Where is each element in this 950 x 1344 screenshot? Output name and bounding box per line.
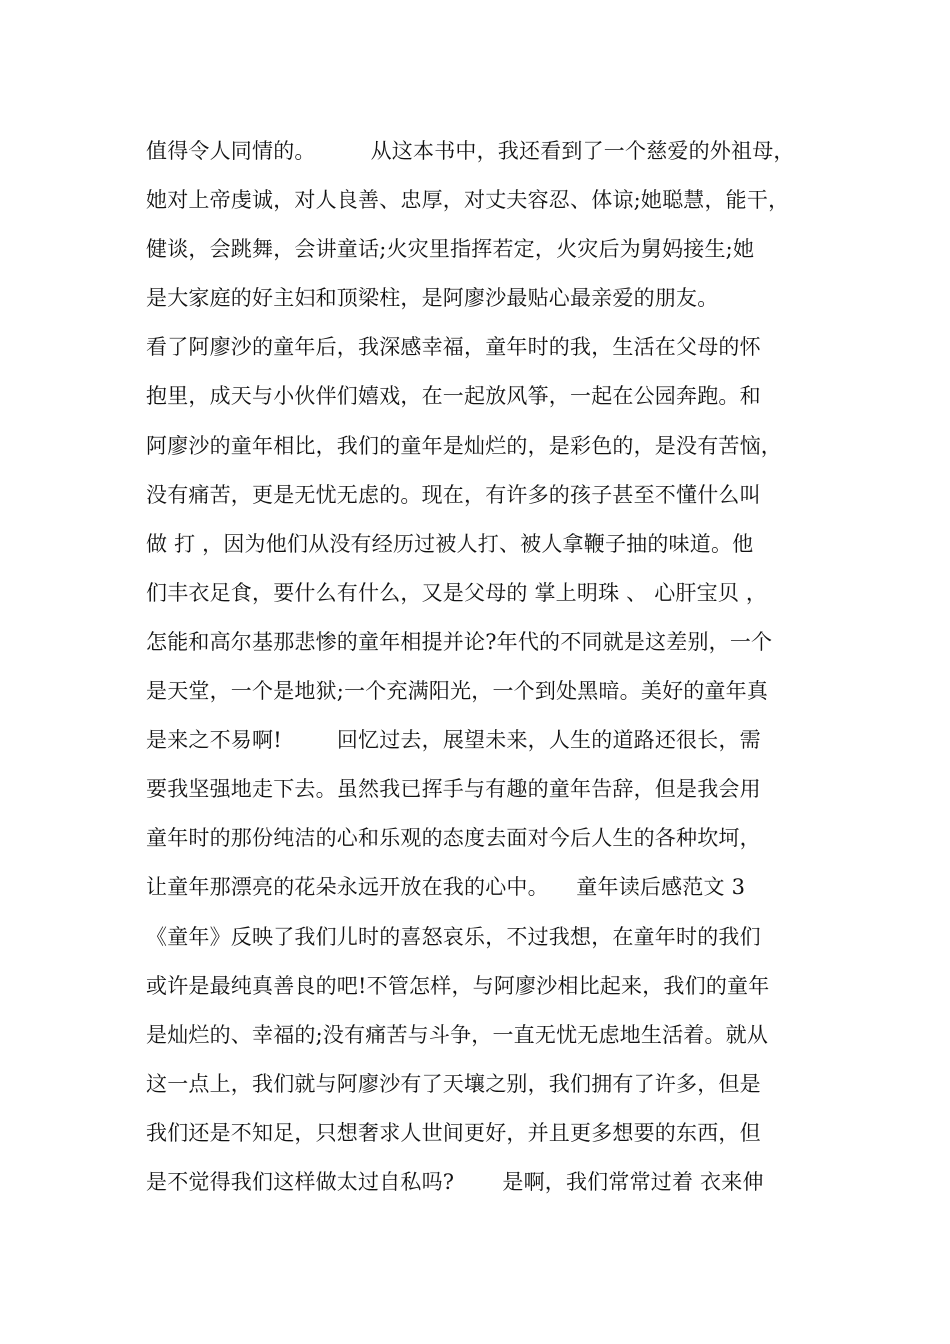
text-line: 值得令人同情的。 从这本书中，我还看到了一个慈爱的外祖母，	[146, 139, 795, 163]
text-line: 怎能和高尔基那悲惨的童年相提并论?年代的不同就是这差别，一个	[146, 629, 773, 654]
text-line: 她对上帝虔诚，对人良善、忠厚，对丈夫容忍、体谅;她聪慧，能干，	[146, 188, 790, 213]
text-line: 或许是最纯真善良的吧!不管怎样，与阿廖沙相比起来，我们的童年	[146, 973, 770, 998]
text-line: 我们还是不知足，只想奢求人世间更好，并且更多想要的东西，但	[146, 1120, 761, 1145]
text-line: 做 打 ，因为他们从没有经历过被人打、被人拿鞭子抽的味道。他	[146, 531, 754, 556]
text-line: 要我坚强地走下去。虽然我已挥手与有趣的童年告辞，但是我会用	[146, 777, 761, 802]
text-line: 《童年》反映了我们儿时的喜怒哀乐，不过我想，在童年时的我们	[146, 924, 761, 949]
text-line: 是来之不易啊! 回忆过去，展望未来，人生的道路还很长，需	[146, 728, 761, 753]
document-body	[146, 127, 836, 1207]
text-line: 没有痛苦，更是无忧无虑的。现在，有许多的孩子甚至不懂什么叫	[146, 482, 761, 507]
text-line: 是不觉得我们这样做太过自私吗? 是啊，我们常常过着 衣来伸	[146, 1169, 764, 1194]
text-line: 健谈，会跳舞，会讲童话;火灾里指挥若定，火灾后为舅妈接生;她	[146, 237, 755, 262]
text-line: 这一点上，我们就与阿廖沙有了天壤之别，我们拥有了许多，但是	[146, 1071, 761, 1096]
text-line: 是灿烂的、幸福的;没有痛苦与斗争，一直无忧无虑地生活着。就从	[146, 1022, 769, 1047]
text-line: 是天堂，一个是地狱;一个充满阳光，一个到处黑暗。美好的童年真	[146, 679, 769, 704]
text-line: 阿廖沙的童年相比，我们的童年是灿烂的，是彩色的，是没有苦恼，	[146, 433, 782, 458]
text-line: 抱里，成天与小伙伴们嬉戏，在一起放风筝，一起在公园奔跑。和	[146, 384, 761, 409]
text-line: 是大家庭的好主妇和顶梁柱，是阿廖沙最贴心最亲爱的朋友。	[146, 286, 719, 311]
text-line: 童年时的那份纯洁的心和乐观的态度去面对今后人生的各种坎坷，	[146, 826, 761, 851]
text-line: 让童年那漂亮的花朵永远开放在我的心中。 童年读后感范文 3	[146, 875, 746, 900]
text-line: 看了阿廖沙的童年后，我深感幸福，童年时的我，生活在父母的怀	[146, 335, 761, 360]
text-line: 们丰衣足食，要什么有什么，又是父母的 掌上明珠 、 心肝宝贝 ，	[146, 580, 768, 605]
